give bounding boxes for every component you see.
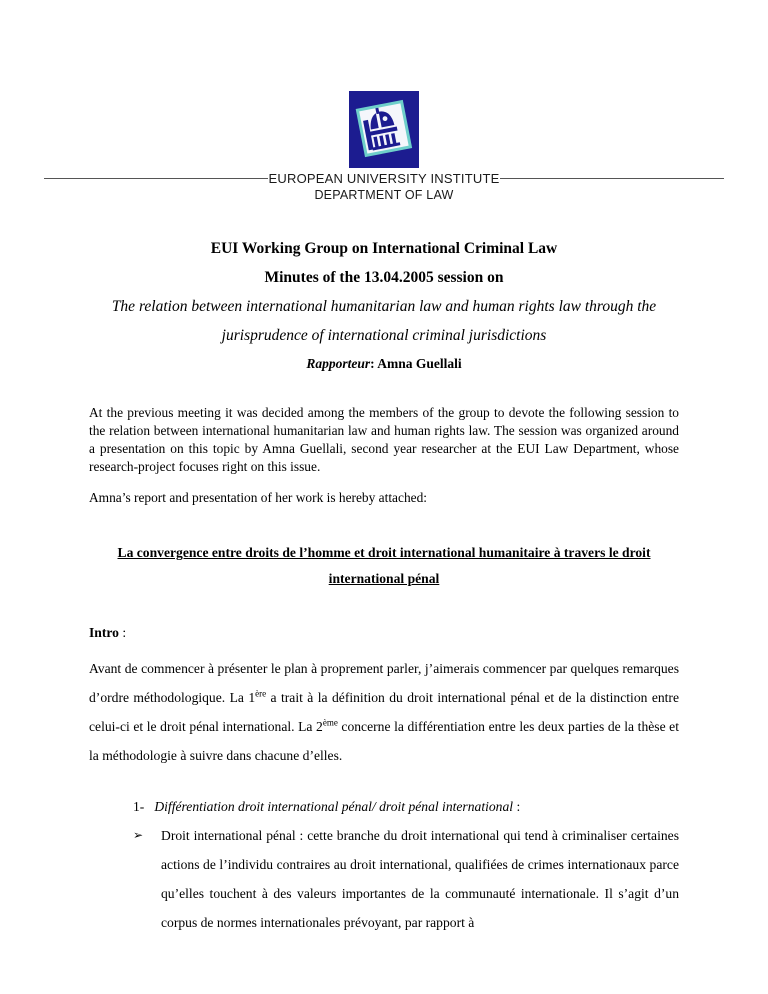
letterhead-right-rule: [500, 178, 724, 179]
attachment-note: Amna’s report and presentation of her work is hereby attached:: [89, 490, 427, 506]
ordinal-superscript-1: ère: [255, 688, 267, 699]
session-subtitle: The relation between international humanitarian law and human rights law through the jurisprudence of international criminal jurisdictions: [111, 298, 657, 344]
intro-label: [89, 625, 679, 641]
ordinal-superscript-2: ème: [322, 717, 338, 728]
eui-logo-icon: [349, 91, 419, 168]
report-heading: La convergence entre droits de l’homme et droit international humanitaire à travers le droit international pénal: [117, 545, 651, 587]
list-item-text: Différentiation droit international pénal/ droit pénal international: [154, 799, 514, 815]
methodology-part3: concerne la différentiation entre les deux parties de la thèse et la méthodologie à suivre dans chacune d’elles.: [89, 719, 679, 764]
rapporteur-line: [89, 352, 679, 376]
rapporteur-name: : Amna Guellali: [370, 356, 462, 371]
intro-label-text: Intro: [89, 625, 119, 641]
letterhead-left-rule: [44, 178, 268, 179]
list-item-number: 1-: [133, 799, 145, 815]
logo-container: [0, 0, 768, 168]
list-item-colon: :: [513, 799, 521, 815]
document-body: [89, 234, 679, 937]
methodology-part2: a trait à la définition du droit international pénal et de la distinction entre celui-ci et le droit pénal international. La 2: [89, 690, 679, 735]
document-title-line1: EUI Working Group on International Criminal Law: [210, 240, 558, 257]
department-name: DEPARTMENT OF LAW: [314, 188, 454, 202]
methodology-paragraph: [89, 654, 679, 770]
list-item-differentiation: [133, 792, 679, 821]
title-block: [89, 234, 679, 376]
arrow-bullet-icon: ➢: [133, 828, 144, 843]
document-title-line2: Minutes of the 13.04.2005 session on: [264, 269, 504, 286]
rapporteur-label: Rapporteur: [306, 356, 371, 371]
minutes-paragraph: At the previous meeting it was decided among the members of the group to devote the following session to the relation between international humanitarian law and human rights law. The session was organized around a presentation on this topic by Amna Guellali, second year researcher at the EUI Law Department, whose research-project focuses right on this issue.: [89, 405, 679, 474]
intro-label-colon: :: [118, 625, 127, 641]
letterhead: [44, 171, 724, 186]
institute-name: EUROPEAN UNIVERSITY INSTITUTE: [268, 171, 500, 186]
methodology-part1: Avant de commencer à présenter le plan à proprement parler, j’aimerais commencer par quelques remarques d’ordre méthodologique. La 1: [89, 661, 679, 706]
bullet-item-text: Droit international pénal : cette branche du droit international qui tend à criminaliser certaines actions de l’individu contraires au droit international, qualifiées de crimes internationaux parce qu’elles touchent à des valeurs importantes de la communauté internationale. Il s’agit d’un corpus de normes internationales prévoyant, par rapport à: [161, 828, 679, 931]
bullet-item-droit-international-penal: [133, 821, 679, 937]
